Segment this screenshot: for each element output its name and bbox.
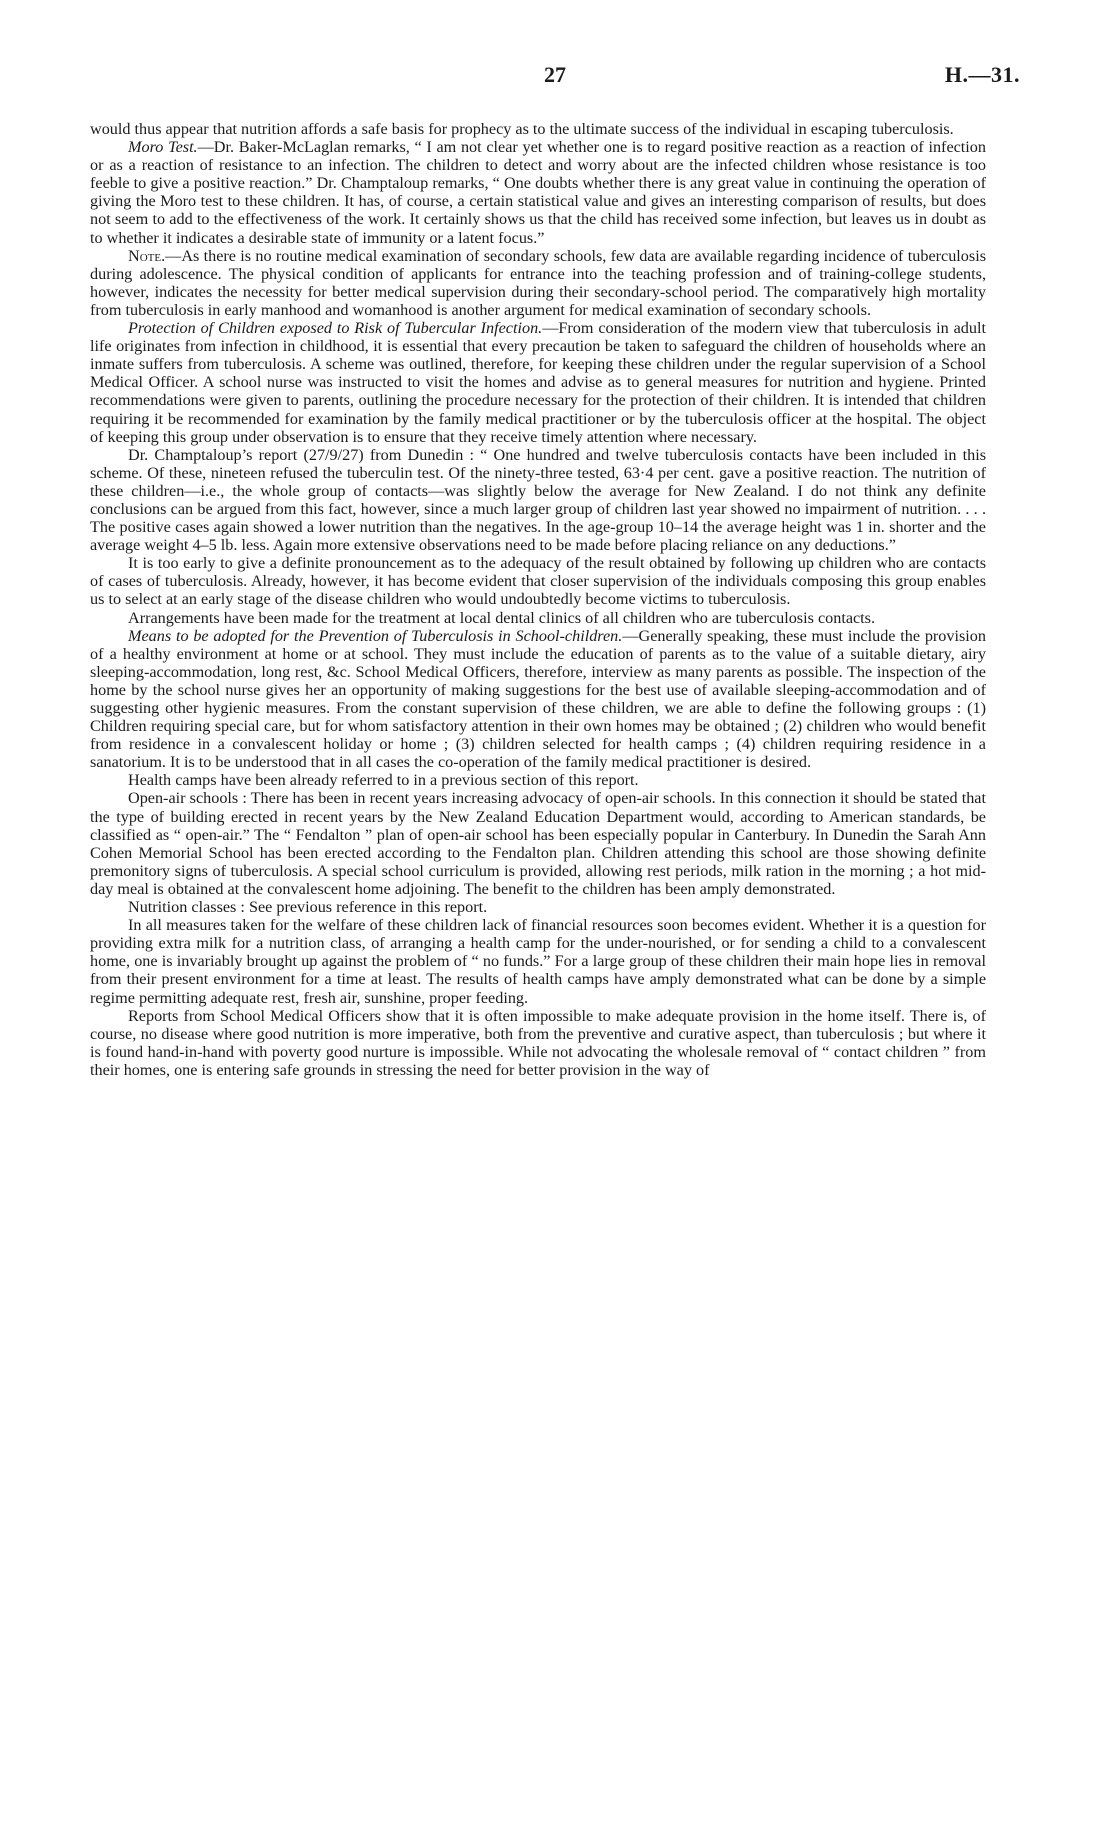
paragraph-heading: Moro Test. [128,138,198,157]
paragraph-note [90,247,986,319]
paragraph-text: Dr. Champtaloup’s report (27/9/27) from Dunedin : “ One hundred and twelve tuberculosis contacts have been included in this scheme. Of these, nineteen refused the tuberculin test. Of the ninety-three tested, 63·4 per cent. gave a positive reaction. The nutrition of these children—i.e., the whole group of contacts—was slightly below the average for New Zealand. I do not think any definite conclusions can be argued from this fact, however, since a much larger group of children last year showed no impairment of nutrition. . . . The positive cases again showed a lower nutrition than the negatives. In the age-group 10–14 the average height was 1 in. shorter and the average weight 4–5 lb. less. Again more extensive observations need to be made before placing reliance on any deductions.” [90,445,986,555]
paragraph-dental-clinics [90,609,986,627]
page-header [90,62,1020,102]
paragraph-open-air-schools [90,789,986,898]
paragraph-dunedin-report [90,446,986,555]
paragraph-moro-test [90,138,986,247]
document-reference: H.—31. [944,62,1020,87]
paragraph-continuation [90,120,986,138]
paragraph-text: Arrangements have been made for the treatment at local dental clinics of all children who are tuberculosis contacts. [128,608,876,627]
body-text [90,120,986,1079]
paragraph-nutrition-classes [90,898,986,916]
paragraph-text: Nutrition classes : See previous reference in this report. [128,898,488,917]
paragraph-text: —From consideration of the modern view that tuberculosis in adult life originates from infection in childhood, it is essential that every precaution be taken to safeguard the children of households where an inmate suffers from tuberculosis. A scheme was outlined, therefore, for keeping these children under the regular supervision of a School Medical Officer. A school nurse was instructed to visit the homes and advise as to general measures for nutrition and hygiene. Printed recommendations were given to parents, outlining the procedure necessary for the protection of their children. It is intended that children requiring it be recommended for examination by the family medical practitioner or by the tuberculosis officer at the hospital. The object of keeping this group under observation is to ensure that they receive timely attention where necessary. [90,319,986,446]
paragraph-text: In all measures taken for the welfare of these children lack of financial resources soon becomes evident. Whether it is a question for providing extra milk for a nutrition class, of arranging a health camp for the under-nourished, or for sending a child to a convalescent home, one is invariably brought up against the problem of “ no funds.” For a large group of these children their main hope lies in removal from their present environment for a time at least. The results of health camps have amply demonstrated what can be done by a simple regime permitting adequate rest, fresh air, sunshine, proper feeding. [90,916,986,1007]
paragraph-financial-resources [90,916,986,1006]
paragraph-heading: Protection of Children exposed to Risk of Tubercular Infection. [128,319,543,338]
paragraph-text: Health camps have been already referred to in a previous section of this report. [128,771,639,790]
paragraph-text: —As there is no routine medical examination of secondary schools, few data are available regarding incidence of tuberculosis during adolescence. The physical condition of applicants for entrance into the teaching profession and of training-college students, however, indicates the necessity for better medical supervision during their secondary-school period. The comparatively high mortality from tuberculosis in early manhood and womanhood is another argument for medical examination of secondary schools. [90,246,986,319]
paragraph-heading: Note. [128,246,166,265]
paragraph-protection [90,319,986,446]
paragraph-text: Reports from School Medical Officers show that it is often impossible to make adequate provision in the home itself. There is, of course, no disease where good nutrition is more imperative, both from the preventive and curative aspect, than tuberculosis ; but where it is found hand-in-hand with poverty good nurture is impossible. While not advocating the wholesale removal of “ contact children ” from their homes, one is entering safe grounds in stressing the need for better provision in the way of [90,1006,986,1079]
paragraph-text: would thus appear that nutrition affords a safe basis for prophecy as to the ultimate success of the individual in escaping tuberculosis. [90,120,954,138]
page-number: 27 [544,62,566,87]
paragraph-heading: Means to be adopted for the Prevention of Tuberculosis in School-children. [128,626,623,645]
paragraph-text: —Generally speaking, these must include the provision of a healthy environment at home or at school. They must include the education of parents as to the value of a suitable dietary, airy sleeping-accommodation, long rest, &c. School Medical Officers, therefore, interview as many parents as possible. The inspection of the home by the school nurse gives her an opportunity of making suggestions for the best use of available sleeping-accommodation and of suggesting other hygienic measures. From the constant supervision of these children, we are able to define the following groups : (1) Children requiring special care, but for whom satisfactory attention in their own homes may be obtained ; (2) children who would benefit from residence in a convalescent holiday or home ; (3) children selected for health camps ; (4) children requiring residence in a sanatorium. It is to be understood that in all cases the co-operation of the family medical practitioner is desired. [90,626,986,772]
paragraph-means-of-prevention [90,627,986,772]
paragraph-too-early [90,554,986,608]
paragraph-text: Open-air schools : There has been in recent years increasing advocacy of open-air schools. In this connection it should be stated that the type of building erected in recent years by the New Zealand Education Department would, according to American standards, be classified as “ open-air.” The “ Fendalton ” plan of open-air school has been especially popular in Canterbury. In Dunedin the Sarah Ann Cohen Memorial School has been erected according to the Fendalton plan. Children attending this school are those showing definite premonitory signs of tuberculosis. A special school curriculum is provided, allowing rest periods, milk ration in the morning ; a hot mid-day meal is obtained at the convalescent home adjoining. The benefit to the children has been amply demonstrated. [90,789,986,898]
paragraph-text: It is too early to give a definite pronouncement as to the adequacy of the result obtained by following up children who are contacts of cases of tuberculosis. Already, however, it has become evident that closer supervision of the individuals composing this group enables us to select at an early stage of the disease children who would undoubtedly become victims to tuberculosis. [90,554,986,609]
paragraph-health-camps [90,771,986,789]
paragraph-home-provision [90,1007,986,1079]
paragraph-text: —Dr. Baker-McLaglan remarks, “ I am not clear yet whether one is to regard positive reaction as a reaction of infection or as a reaction of resistance to an infection. The children to detect and worry about are the infected children whose resistance is too feeble to give a positive reaction.” Dr. Champtaloup remarks, “ One doubts whether there is any great value in continuing the operation of giving the Moro test to these children. It has, of course, a certain statistical value and gives an interesting comparison of results, but does not seem to add to the effectiveness of the work. It certainly shows us that the child has received some infection, but leaves us in doubt as to whether it indicates a desirable state of immunity or a latent focus.” [90,138,986,247]
